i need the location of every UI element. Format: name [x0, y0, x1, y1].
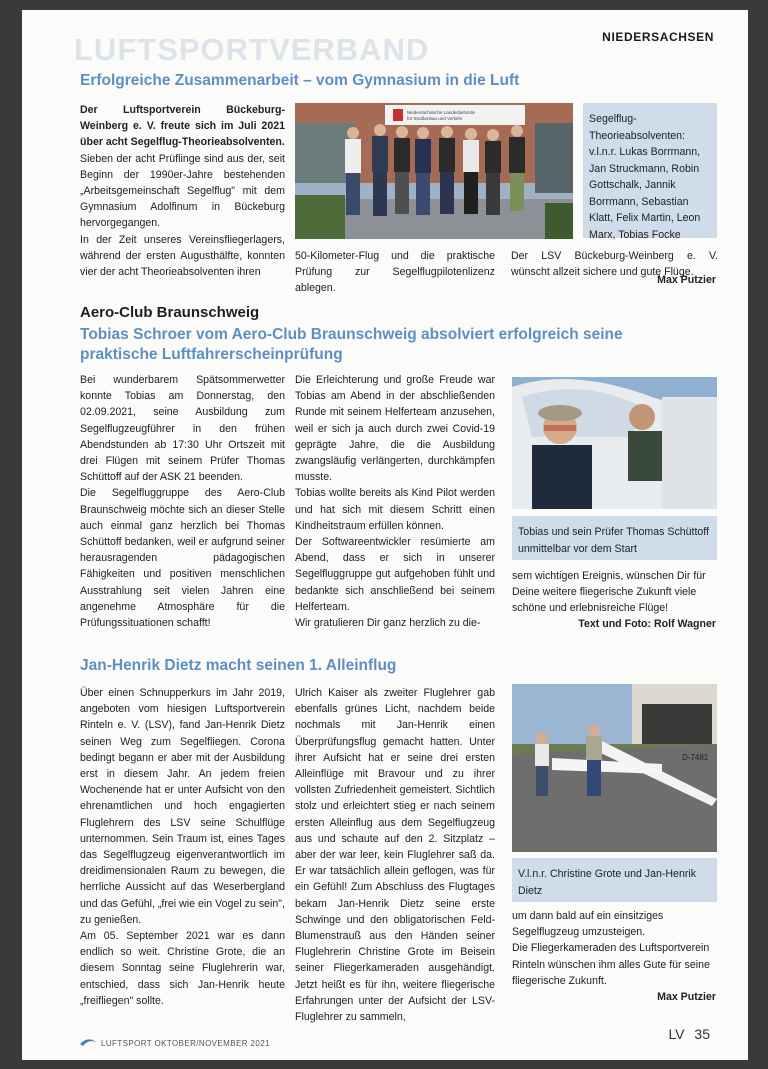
region-label: NIEDERSACHSEN: [602, 30, 714, 44]
article2-para: Der Softwareentwickler resümierte am Abend, dass er sich in unserer Segelfluggruppe gut aufgehoben fühlt und bedankte sich anschließend bei seinem Helferteam.: [295, 536, 495, 613]
article3-photo: [512, 684, 717, 852]
footer-magazine-text: LUFTSPORT OKTOBER/NOVEMBER 2021: [101, 1038, 270, 1048]
footer-magazine: [80, 1038, 270, 1048]
masthead: LUFTSPORTVERBAND: [74, 32, 430, 67]
article1-col3-text: Der LSV Bückeburg-Weinberg e. V. wünscht allzeit sichere und gute Flüge.: [511, 250, 718, 279]
magazine-page: [22, 10, 748, 1060]
glider-photo-image: [512, 684, 717, 852]
article3-title: Jan-Henrik Dietz macht seinen 1. Alleinflug: [80, 657, 397, 674]
article1-para: In der Zeit unseres Vereinsfliegerlagers, während der ersten Augusthälfte, konnten vier der acht Theorieabsolventen ihren: [80, 233, 285, 279]
group-photo-image: [295, 103, 573, 239]
article2-col3-text: sem wichtigen Ereignis, wünschen Dir für Deine weitere fliegerische Zukunft viele schöne und erlebnisreiche Flüge!: [512, 570, 706, 615]
luftsport-logo-icon: [80, 1038, 96, 1048]
sign-text: Niedersächsische Landesbehörde: [407, 110, 476, 115]
article2-title: Tobias Schroer vom Aero-Club Braunschweig absolviert erfolgreich seine praktische Luftfahrerscheinprüfung: [80, 326, 623, 363]
article1-title: Erfolgreiche Zusammenarbeit – vom Gymnasium in die Luft: [80, 72, 520, 89]
article3-col2-text: Ulrich Kaiser als zweiter Fluglehrer gab ebenfalls grünes Licht, nachdem beide nochmals mit Jan-Henrik einen Überprüfungsflug gemacht hatten. Unter ihrer Aufsicht hat er seine drei ersten Alleinflüge mit Bravour und zu ihrer vollsten Zufriedenheit gemeistert. Sichtlich stolz und erleichtert stieg er nach seinem ersten Alleinflug aus dem Segelflugzeug aus und schaute auf den 2. Sitzplatz – aber der war leer, kein Fluglehrer saß da. Er war tatsächlich allein geflogen, was für ein Gefühl! Zum Abschluss des Flugtages bekam Jan-Henrik Dietz seine erste Schwinge und den obligatorischen Feld-Blumenstrauß aus den Händen seiner Fluglehrerin Christine Grote im Beisein seiner Fliegerkameraden ausgehändigt. Jetzt heißt es für ihn, weitere fliegerische Erfahrungen unter der Aufsicht der LSV-Fluglehrer zu sammeln,: [295, 687, 495, 1024]
article3-para: Am 05. September 2021 war es dann endlich so weit. Christine Grote, die an diesem Sonntag seine Fluglehrerin war, entschied, dass sich Jan-Henrik heute „freifliegen" sollte.: [80, 930, 285, 1007]
article2-para: Bei wunderbarem Spätsommerwetter konnte Tobias am Donnerstag, den 02.09.2021, seine Ausbildung zum Segelflugzeugführer in den frühen Abendstunden ab 17:30 Uhr Ortszeit mit drei Flügen mit seinem Prüfer Thomas Schüttoff auf der ASK 21 beenden.: [80, 374, 285, 484]
article3-caption: V.l.n.r. Christine Grote und Jan-Henrik Dietz: [512, 858, 717, 902]
article2-col3: [512, 568, 717, 617]
article2-col1: [80, 372, 285, 631]
cockpit-photo-image: [512, 377, 717, 509]
article3-col3: [512, 908, 717, 989]
article1-caption: Segelflug-Theorieabsolventen: v.l.n.r. Lukas Borrmann, Jan Struckmann, Robin Gottschalk, Jannik Borrmann, Sebastian Klatt, Felix Martin, Leon Marx, Tobias Focke: [583, 103, 717, 238]
article3-para: um dann bald auf ein einsitziges Segelflugzeug umzusteigen.: [512, 910, 664, 939]
article2-kicker: Aero-Club Braunschweig: [80, 304, 260, 321]
article1-col2: [295, 248, 495, 297]
article2-col2: [295, 372, 495, 631]
article3-para: Die Fliegerkameraden des Luftsportverein Rinteln wünschen ihm alles Gute für seine fliegerische Zukunft.: [512, 942, 710, 987]
article2-para: Tobias wollte bereits als Kind Pilot werden und hat sich mit diesem Schritt einen Kindheitstraum erfüllen können.: [295, 487, 495, 532]
page-number: 35: [694, 1026, 710, 1042]
article3-para: Über einen Schnupperkurs im Jahr 2019, angeboten vom hiesigen Luftsportverein Rinteln e. V. (LSV), fand Jan-Henrik Dietz seinen Weg zum Segelfliegen. Corona bedingt begann er aber mit der Ausbildung erst in diesem Jahr. An jedem freien Wochenende hat er unter Aufsicht von den ehrenamtlichen und hoch engagierten Fluglehrern des LSV seine Schulflüge unternommen. Sein Traum ist, eines Tages das Segelflugzeug eigenverantwortlich im dreidimensionalen Raum zu bewegen, die herrliche Aussicht auf das Weserbergland und das Gefühl, „frei wie ein Vogel zu sein", zu genießen.: [80, 687, 285, 926]
footer-page: [662, 1026, 710, 1042]
svg-text:für Straßenbau und Verkehr: für Straßenbau und Verkehr: [407, 116, 463, 121]
article3-col2: [295, 685, 495, 1025]
footer-section: LV: [668, 1026, 685, 1042]
article1-credit: Max Putzier: [657, 274, 716, 286]
article3-credit: Max Putzier: [657, 991, 716, 1003]
article1-photo: [295, 103, 573, 239]
article2-para: Die Erleichterung und große Freude war Tobias am Abend in der abschließenden Runde mit seinem Helferteam anzusehen, weil er sich ja auch durch zwei Covid-19 geprägte Jahre, die die Ausbildung zwangsläufig verlängerten, durchkämpfen musste.: [295, 374, 495, 484]
article2-caption: Tobias und sein Prüfer Thomas Schüttoff unmittelbar vor dem Start: [512, 516, 717, 560]
article1-col2-text: 50-Kilometer-Flug und die praktische Prüfung zur Segelflugpilotenlizenz ablegen.: [295, 250, 495, 295]
glider-registration: D-7481: [682, 753, 709, 762]
article2-credit: Text und Foto: Rolf Wagner: [578, 618, 716, 630]
article1-col1: [80, 102, 285, 280]
article2-photo: [512, 377, 717, 509]
article2-para: Wir gratulieren Dir ganz herzlich zu die-: [295, 617, 481, 630]
article3-col1: [80, 685, 285, 1009]
article1-para: Sieben der acht Prüflinge sind aus der, seit Beginn der 1990er-Jahre bestehenden „Arbeitsgemeinschaft Segelflug" mit dem Gymnasium Adolfinum in Bückeburg hervorgegangen.: [80, 152, 285, 230]
article1-lead: Der Luftsportverein Bückeburg-Weinberg e. V. freute sich im Juli 2021 über acht Segelflug-Theorieabsolventen.: [80, 104, 285, 149]
article2-para: Die Segelfluggruppe des Aero-Club Braunschweig möchte sich an dieser Stelle auch einmal ganz herzlich bei Thomas Schüttoff bedanken, weil er aufgrund seiner herausragenden pädagogischen Fähigkeiten und positiven menschlichen Ausstrahlung seit vielen Jahren eine angenehme Atmosphäre für die Prüfungssituationen schafft!: [80, 487, 285, 630]
